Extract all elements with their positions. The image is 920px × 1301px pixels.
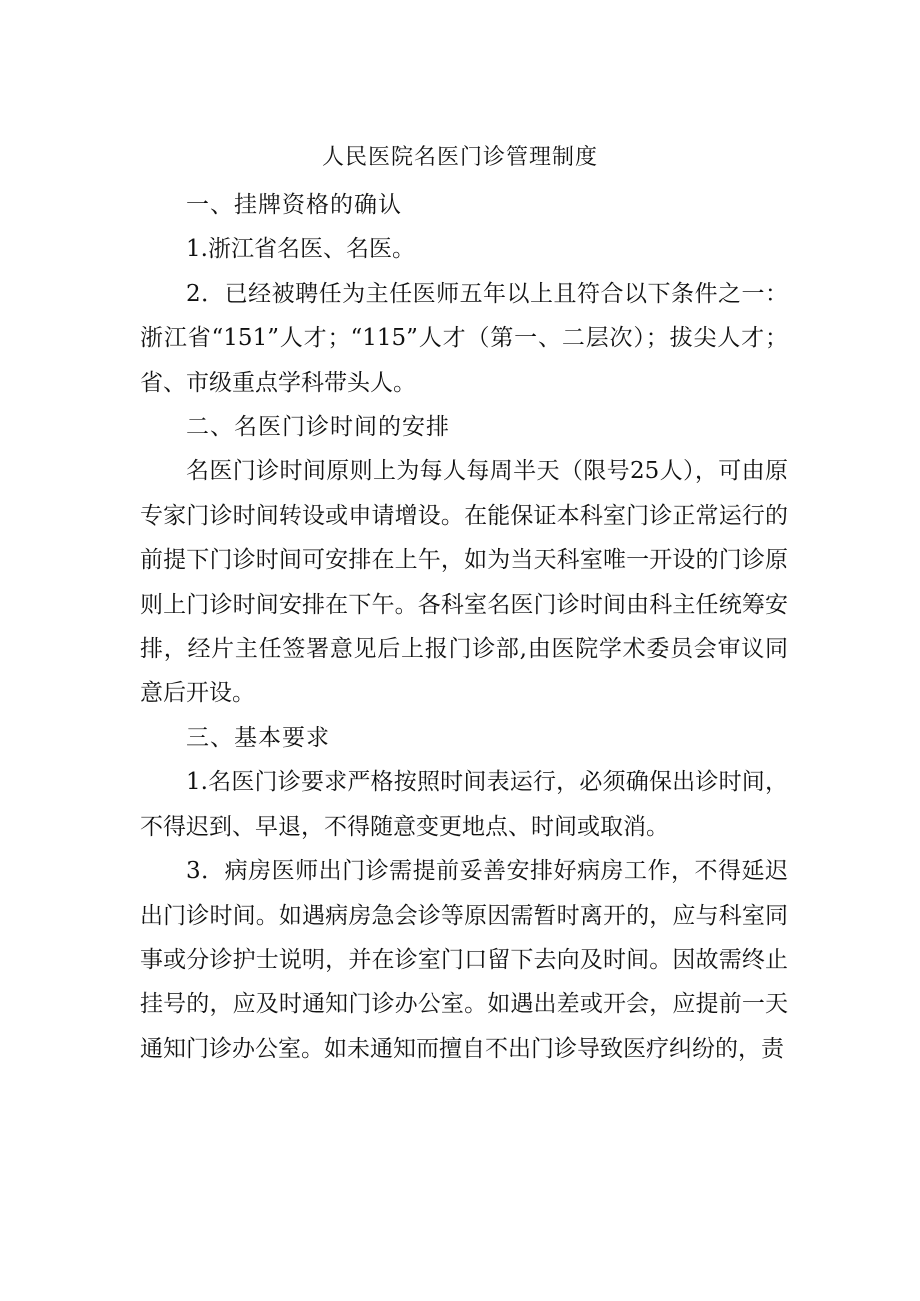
section-heading-requirements: 三、基本要求: [186, 724, 330, 751]
document-title: 人民医院名医门诊管理制度: [321, 145, 598, 170]
paragraph-schedule: 名医门诊时间原则上为每人每周半天（限号25人），可由原专家门诊时间转设或申请增设。在能保证本科室门诊正常运行的前提下门诊时间可安排在上午，如为当天科室唯一开设的门诊原则上门诊时间安排在下午。各科室名医门诊时间由科主任统筹安排，经片主任签署意见后上报门诊部,由医院学术委员会审议同意后开设。: [140, 458, 788, 707]
paragraph-requirement-1: 1.名医门诊要求严格按照时间表运行，必须确保出诊时间，不得迟到、早退，不得随意变更地点、时间或取消。: [140, 769, 788, 840]
section-heading-qualification: 一、挂牌资格的确认: [186, 192, 402, 218]
paragraph-item-2: 2．已经被聘任为主任医师五年以上且符合以下条件之一：浙江省“151”人才；“115”人才（第一、二层次）；拔尖人才；省、市级重点学科带头人。: [140, 280, 788, 396]
paragraph-item-1: 1.浙江省名医、名医。: [186, 236, 415, 263]
section-heading-schedule: 二、名医门诊时间的安排: [186, 414, 450, 441]
document-body: [140, 183, 788, 1071]
paragraph-requirement-3: 3．病房医师出门诊需提前妥善安排好病房工作，不得延迟出门诊时间。如遇病房急会诊等原因需暂时离开的，应与科室同事或分诊护士说明，并在诊室门口留下去向及时间。因故需终止挂号的，应及时通知门诊办公室。如遇出差或开会，应提前一天通知门诊办公室。如未通知而擅自不出门诊导致医疗纠纷的，责: [140, 858, 788, 1062]
